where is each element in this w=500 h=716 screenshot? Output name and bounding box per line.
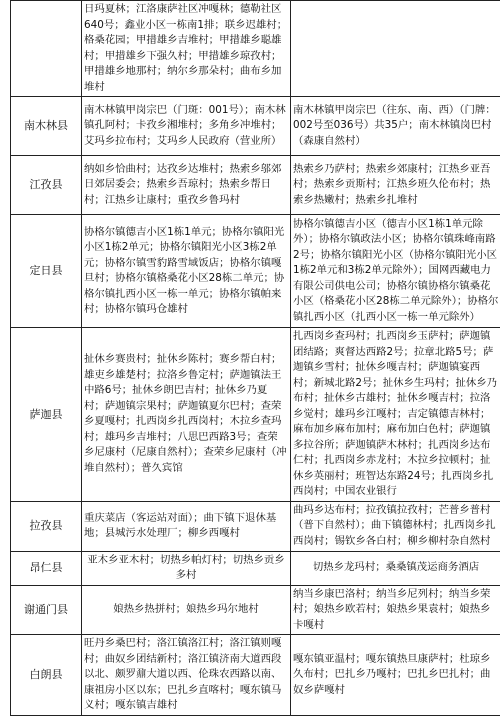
area-list-cell: 曲玛乡达布村；拉孜镇拉孜村；芒普乡普村（普下自然村）；曲下镇德林村；扎西岗乡扎西岗村；锡钦乡各白村；柳乡柳村杂自然村 <box>291 501 500 551</box>
region-table <box>10 0 500 716</box>
table-row <box>11 501 500 551</box>
county-cell: 江孜县 <box>11 156 82 215</box>
county-cell: 白朗县 <box>11 635 82 716</box>
county-cell: 南木林县 <box>11 97 82 156</box>
area-list-cell <box>291 1 500 97</box>
table-row <box>11 635 500 716</box>
table-row <box>11 97 500 156</box>
table-row <box>11 328 500 502</box>
table-row <box>11 551 500 585</box>
area-list-cell: 热索乡乃萨村；热索乡郊康村；江热乡亚吾村；热索乡贡斯村；江热乡班久伦布村；热索乡热嫩村；热索乡扎堆村 <box>291 156 500 215</box>
area-list-cell: 纳如乡恰曲村；达孜乡达堆村；热索乡邬郊日郊居委会；热索乡吾琼村；热索乡帮日村；江热乡让康村；重孜乡鲁玛村 <box>82 156 291 215</box>
county-cell: 定日县 <box>11 215 82 328</box>
area-list-cell: 南木林镇甲岗宗巴（往东、南、西）（门牌：002号至036号）共35户；南木林镇岗巴村（森康自然村） <box>291 97 500 156</box>
area-list-cell: 协格尔镇德吉小区1栋1单元；协格尔镇阳光小区1栋2单元；协格尔镇阳光小区3栋2单元；协格尔镇雪豹路雪域饭店；协格尔镇嘎旦村；协格尔镇格桑花小区28栋二单元；协格尔镇扎西小区一栋一单元；协格尔镇帕来村；协格尔镇玛仓雄村 <box>82 215 291 328</box>
area-list-cell: 协格尔镇德吉小区（德吉小区1栋1单元除外）；协格尔镇政法小区；协格尔镇珠峰南路2号；协格尔镇阳光小区（协格尔镇阳光小区1栋2单元和3栋2单元除外）；国网西藏电力有限公司供电公司；协格尔镇协格尔镇桑花小区（格桑花小区28栋二单元除外）；协格尔镇扎西小区（扎西小区一栋一单元除外） <box>291 215 500 328</box>
area-list-cell: 切热乡龙玛村；桑桑镇茂运商务酒店 <box>291 551 500 585</box>
area-list-cell: 扯休乡赛贵村；扯休乡陈村；赛乡帮白村；雄吏乡雄楚村；拉洛乡鲁定村；萨迦镇法王中路6号；扯休乡朗巴吉村；扯休乡乃夏村；萨迦镇宗果村；萨迦镇夏尔巴村；查荣乡夏嘎村；扎西岗乡扎西岗村；木拉乡查玛村；雄玛乡吉堆村；八思巴西路3号；查荣乡尼康村（尼康自然村）；查荣乡尼康村（冲堆自然村）；普久宾馆 <box>82 328 291 502</box>
table-row <box>11 1 500 97</box>
table-row <box>11 156 500 215</box>
area-list-cell: 重庆菜店（客运站对面）；曲下镇下退休基地；县城污水处理厂；柳乡西嘎村 <box>82 501 291 551</box>
area-list-cell: 扎西岗乡查玛村；扎西岗乡玉萨村；萨迦镇团结路；爽督达西路2号；拉章北路5号；萨迦镇乡雪村；扯休乡嘎吉村；萨迦镇宴西村；新城北路2号；扯休乡生玛村；扯休乡乃布村；扯休乡古雄村；扯休乡嘎吉村；拉洛乡觉村；雄玛乡江嘎村；吉定镇德吉林村；麻布加乡麻布加村；麻布加白色村；萨迦镇多拉谷所；萨迦镇萨木林村；扎西岗乡达布仁村；扎西岗乡赤龙村；木拉乡拉顿村；扯休乡英丽村；班智达东路24号；扎西岗乡扎西岗村；中国农业银行 <box>291 328 500 502</box>
area-list-cell: 纳当乡康巴洛村；纳当乡尼列村；纳当乡荣村；娘热乡欧若村；娘热乡果袁村；娘热乡卡嘎村 <box>291 585 500 635</box>
county-cell: 萨迦县 <box>11 328 82 502</box>
county-cell <box>11 1 82 97</box>
table-row <box>11 585 500 635</box>
area-list-cell: 旺丹乡桑巴村；洛江镇洛江村；洛江镇则嘎村；曲奴乡团结新村；洛江镇济南大道西段以北、颇罗鼐大道以西、伦珠农西路以南、康祖房小区以东；巴扎乡直喀村；嘎东镇马义村；嘎东镇吉雄村 <box>82 635 291 716</box>
county-cell: 拉孜县 <box>11 501 82 551</box>
area-list-cell: 日玛夏林；江洛康萨社区冲嘎林；德勒社区640号；鑫业小区一栋南1排；联乡迟雄村；格桑花园；甲措雄乡吉堆村；甲措雄乡聪雄村；甲措雄乡下强久村；甲措雄乡琼孜村；甲措雄乡地那村；纳尔乡那朵村；曲布乡加堆村 <box>82 1 291 97</box>
county-cell: 谢通门县 <box>11 585 82 635</box>
table-row <box>11 215 500 328</box>
county-cell: 昂仁县 <box>11 551 82 585</box>
area-list-cell: 南木林镇甲岗宗巴（门斑：001号）；南木林镇孔阿村；卡孜乡湘堆村；多角乡冲堆村；艾玛乡拉布村；艾玛乡人民政府（营业所） <box>82 97 291 156</box>
area-list-cell: 娘热乡热拼村；娘热乡玛尔地村 <box>82 585 291 635</box>
area-list-cell: 亚木乡亚木村；切热乡帕灯村；切热乡贡乡多村 <box>82 551 291 585</box>
area-list-cell: 嘎东镇亚温村；嘎东镇热旦康萨村；杜琼乡久布村；巴扎乡乃嘎村；巴扎乡巴扎村；曲奴乡萨嘎村 <box>291 635 500 716</box>
